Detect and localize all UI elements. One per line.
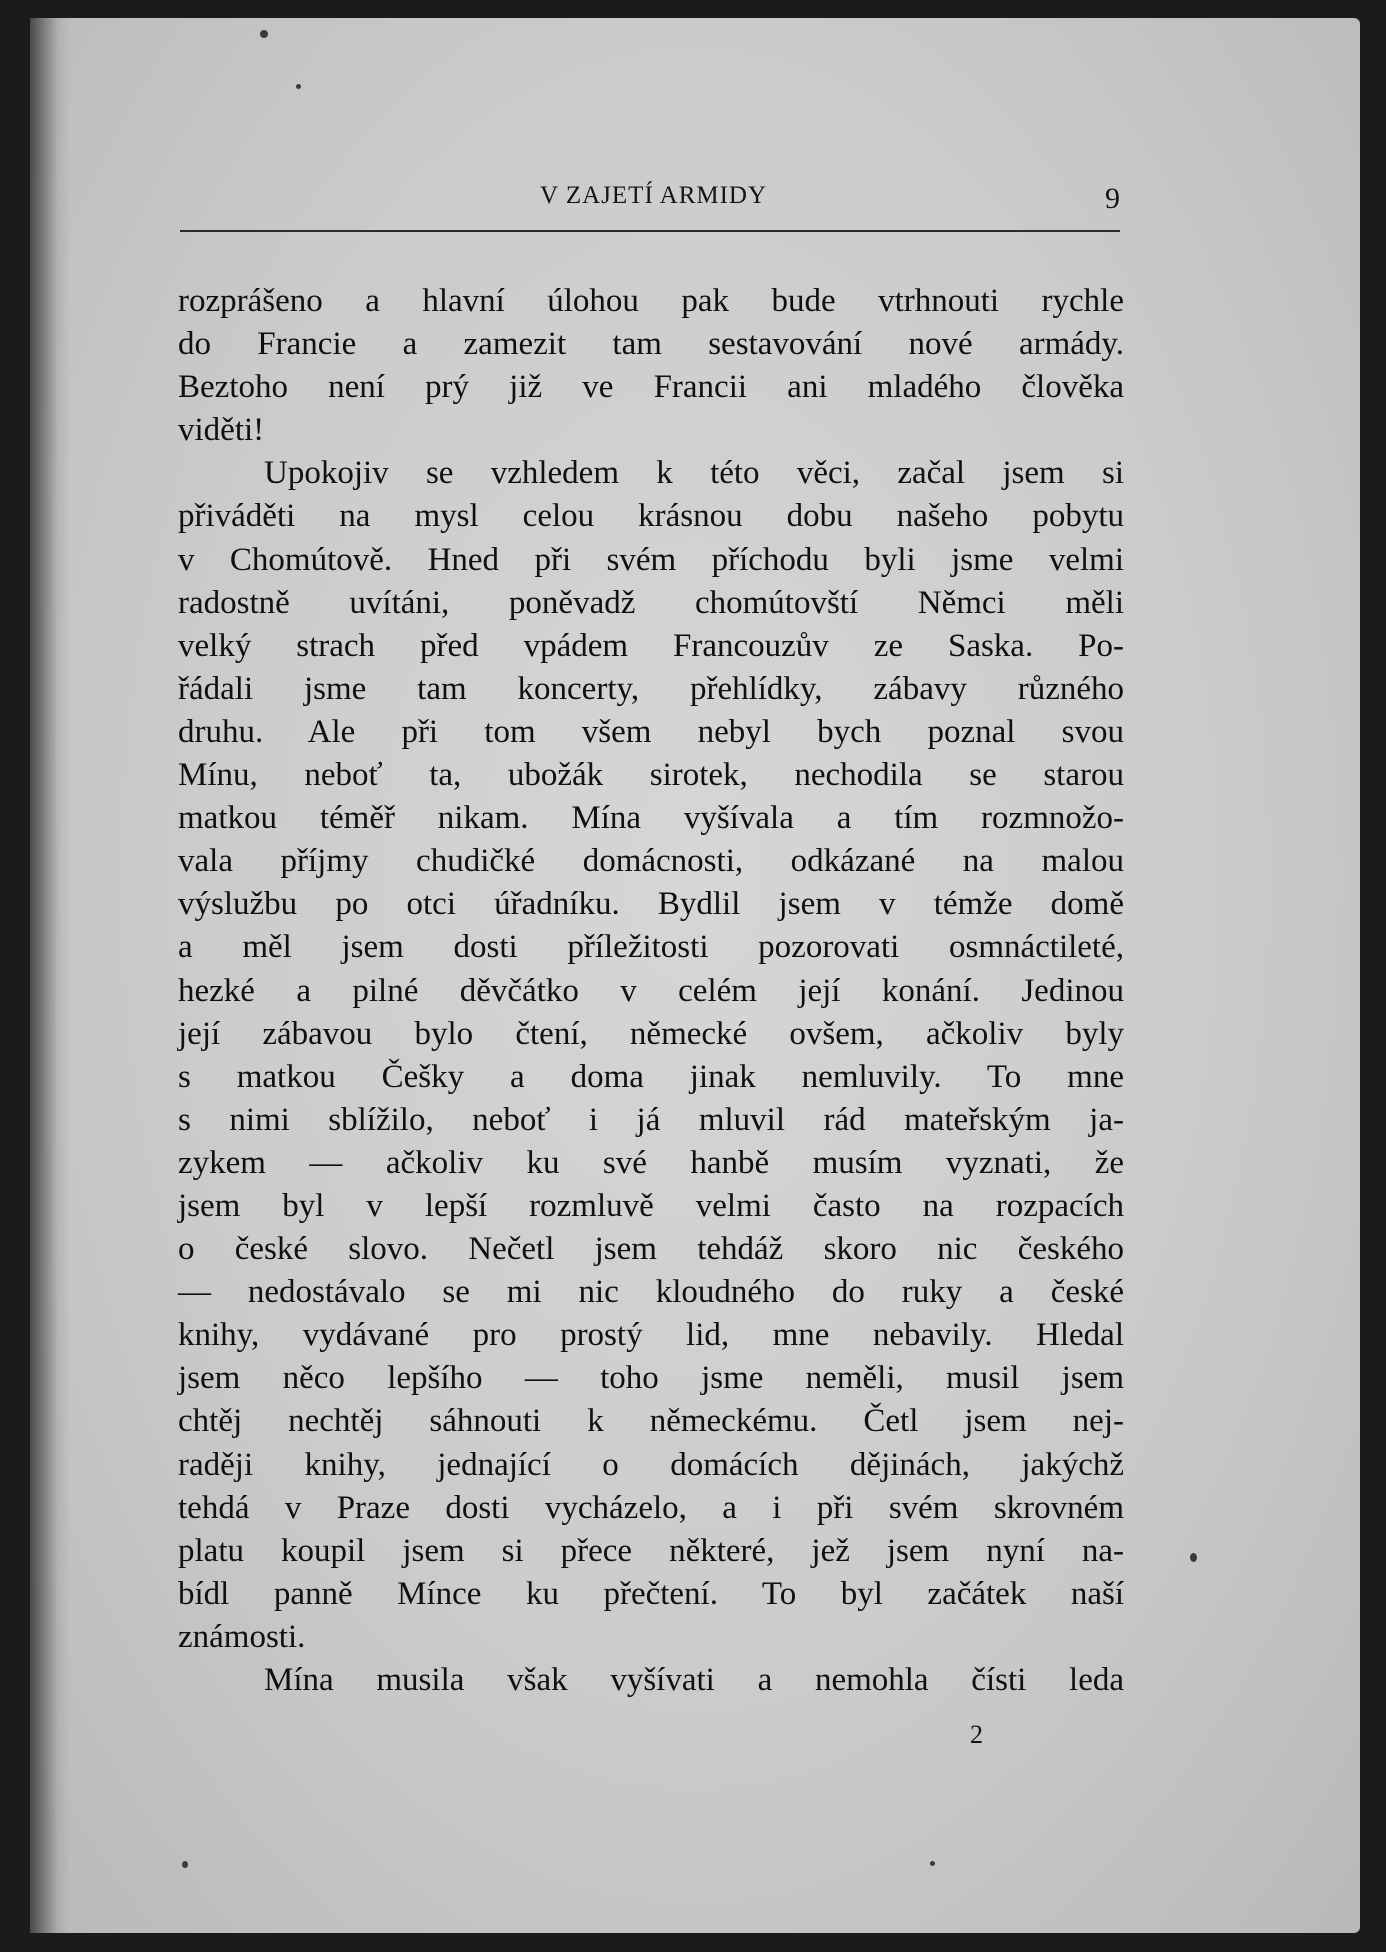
page-number: 9 <box>1105 182 1120 215</box>
paper-speck <box>260 30 268 38</box>
paper-speck <box>930 1861 935 1866</box>
text-line: jsem byl v lepší rozmluvě velmi často na rozpacích <box>178 1187 1124 1224</box>
text-line: řádali jsme tam koncerty, přehlídky, zábavy různého <box>178 670 1124 707</box>
text-line: do Francie a zamezit tam sestavování nové armády. <box>178 326 1124 363</box>
binding-shadow <box>30 18 70 1933</box>
paper-speck <box>182 1861 188 1868</box>
signature-mark: 2 <box>970 1720 983 1749</box>
text-line: hezké a pilné děvčátko v celém její konání. Jedinou <box>178 972 1124 1009</box>
paper-speck <box>296 84 301 89</box>
text-line: přiváděti na mysl celou krásnou dobu našeho pobytu <box>178 498 1124 535</box>
text-line: výslužbu po otci úřadníku. Bydlil jsem v témže domě <box>178 886 1124 923</box>
text-line: rozprášeno a hlavní úlohou pak bude vtrhnouti rychle <box>178 283 1124 319</box>
text-line: platu koupil jsem si přece některé, jež jsem nyní na- <box>178 1532 1124 1569</box>
text-line: vala příjmy chudičké domácnosti, odkázané na malou <box>178 843 1124 880</box>
text-line: viděti! <box>178 412 265 449</box>
paper-speck <box>1190 1553 1197 1562</box>
text-line: druhu. Ale při tom všem nebyl bych poznal svou <box>178 713 1124 750</box>
text-line: — nedostávalo se mi nic kloudného do ruky a české <box>178 1274 1124 1311</box>
text-line: Beztoho není prý již ve Francii ani mladého člověka <box>178 369 1124 406</box>
paragraph-start-line: Mína musila však vyšívati a nemohla čísti leda <box>264 1662 1124 1698</box>
text-line: o české slovo. Nečetl jsem tehdáž skoro nic českého <box>178 1231 1124 1268</box>
header-rule <box>180 230 1120 232</box>
text-line: v Chomútově. Hned při svém příchodu byli jsme velmi <box>178 541 1124 578</box>
text-line: jsem něco lepšího — toho jsme neměli, musil jsem <box>178 1360 1124 1397</box>
text-line: knihy, vydávané pro prostý lid, mne nebavily. Hledal <box>178 1317 1124 1354</box>
text-line: velký strach před vpádem Francouzův ze Saska. Po- <box>178 627 1124 664</box>
paragraph-start-line: Upokojiv se vzhledem k této věci, začal jsem si <box>264 455 1124 492</box>
text-line: chtěj nechtěj sáhnouti k německému. Četl jsem nej- <box>178 1403 1124 1440</box>
text-line: Mínu, neboť ta, ubožák sirotek, nechodila se starou <box>178 757 1124 794</box>
text-line: radostně uvítáni, poněvadž chomútovští Němci měli <box>178 584 1124 621</box>
running-title: V ZAJETÍ ARMIDY <box>540 182 768 209</box>
page-header <box>180 168 1120 228</box>
text-line: s nimi sblížilo, neboť i já mluvil rád mateřským ja- <box>178 1101 1124 1138</box>
text-line: raději knihy, jednající o domácích dějinách, jakýchž <box>178 1446 1124 1483</box>
body-text <box>178 280 1124 1702</box>
text-line: matkou téměř nikam. Mína vyšívala a tím rozmnožo- <box>178 800 1124 837</box>
text-line: známosti. <box>178 1618 306 1655</box>
text-line: tehdá v Praze dosti vycházelo, a i při svém skrovném <box>178 1489 1124 1526</box>
text-line: její zábavou bylo čtení, německé ovšem, ačkoliv byly <box>178 1015 1124 1052</box>
text-line: s matkou Češky a doma jinak nemluvily. To mne <box>178 1058 1124 1095</box>
text-line: bídl panně Mínce ku přečtení. To byl začátek naší <box>178 1575 1124 1612</box>
text-line: zykem — ačkoliv ku své hanbě musím vyznati, že <box>178 1144 1124 1181</box>
text-line: a měl jsem dosti příležitosti pozorovati osmnáctileté, <box>178 929 1124 966</box>
